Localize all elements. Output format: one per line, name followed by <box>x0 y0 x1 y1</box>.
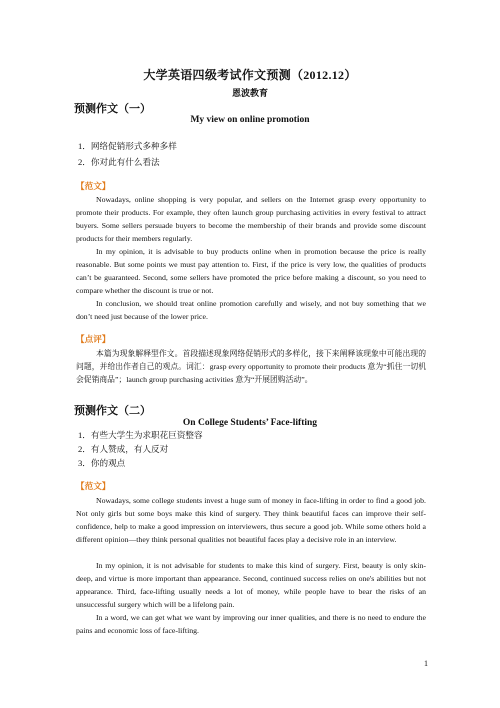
essay2-prompt-2: 2．有人赞成，有人反对 <box>78 444 169 454</box>
essay1-paragraph-3: In conclusion, we should treat online promotion carefully and wisely, and not buy something that we don’t need just because of the lower price. <box>76 299 426 322</box>
essay1-prompt-2: 2．你对此有什么看法 <box>78 157 160 167</box>
essay2-prompt-1: 1．有些大学生为求职花巨资整容 <box>78 430 203 440</box>
essay1-comment-tag: 【点评】 <box>76 334 111 344</box>
essay1-title: My view on online promotion <box>190 115 310 125</box>
essay1-paragraph-1: Nowadays, online shopping is very popular, and sellers on the Internet grasp every opportunity to promote their products. For example, they often launch group purchasing activities in every festival to attract buyers. Some sellers persuade buyers to become the membership of their brands and provide some discount products for their members regularly. <box>76 195 426 244</box>
document-subtitle: 恩波教育 <box>231 88 268 98</box>
essay2-title: On College Students’ Face-lifting <box>182 418 318 428</box>
page-number: 1 <box>424 659 428 668</box>
essay2-paragraph-1: Nowadays, some college students invest a huge sum of money in face-lifting in order to find a good job. Not only girls but some boys make this kind of surgery. They think beautiful faces can improve their self-confidence, help to make a good impression on interviewers, thus secure a good job. While some others hold a different opinion—they think personal qualities not beautiful faces play a decisive role in an interview. <box>76 496 426 545</box>
essay2-heading: 预测作文（二） <box>74 405 151 417</box>
essay2-paragraph-2: In my opinion, it is not advisable for students to make this kind of surgery. First, beauty is only skin-deep, and virtue is more important than appearance. Second, continued success relies on one's abilities but not appearance. Third, face-lifting usually needs a lot of money, while people have to bear the risks of an unsuccessful surgery which will be a lifelong pain. <box>76 561 426 610</box>
essay2-paragraph-3: In a word, we can get what we want by improving our inner qualities, and there is no need to endure the pains and economic loss of face-lifting. <box>76 613 426 636</box>
essay1-prompt-1: 1．网络促销形式多种多样 <box>78 141 177 151</box>
essay1-comment: 本篇为现象解释型作文。首段描述现象网络促销形式的多样化，接下来阐释该现象中可能出现的问题，并给出作者自己的观点。词汇：grasp every opportunity to promote their products 意为“抓住一切机会促销商品”；launch group purchasing activities 意为“开展团购活动”。 <box>76 349 426 385</box>
essay2-prompt-3: 3．你的观点 <box>78 458 126 468</box>
essay1-sample-tag: 【范文】 <box>76 181 111 191</box>
essay2-sample-tag: 【范文】 <box>76 481 111 491</box>
essay1-paragraph-2: In my opinion, it is advisable to buy products online when in promotion because the price is really reasonable. But some points we must pay attention to. First, if the price is very low, the qualities of products can’t be guaranteed. Second, some sellers have promoted the price before making a discount, so you need to compare whether the discount is true or not. <box>76 247 426 296</box>
document-title: 大学英语四级考试作文预测（2012.12） <box>143 68 357 82</box>
essay1-heading: 预测作文（一） <box>74 103 151 115</box>
